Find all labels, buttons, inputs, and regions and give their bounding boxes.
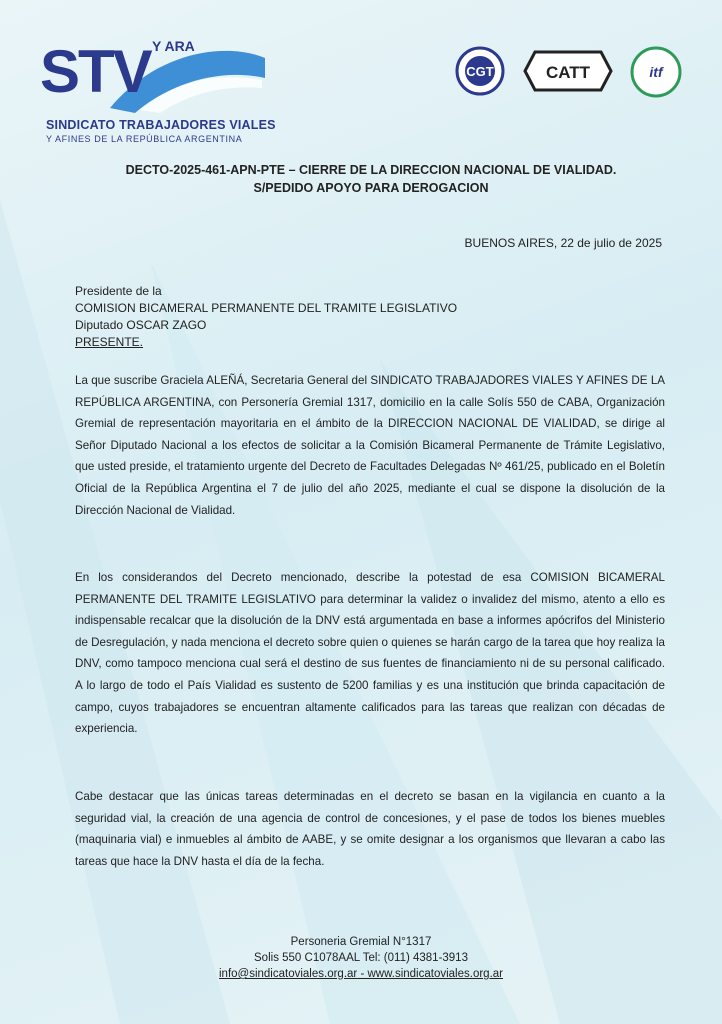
- body-paragraph-1: La que suscribe Graciela ALEÑÁ, Secretaria General del SINDICATO TRABAJADORES VIALES Y AFINES DE LA REPÚBLICA ARGENTINA, con Personería Gremial 1317, domicilio en la calle Solís 550 de CABA, Organización Gremial de representación mayoritaria en el ámbito de la DIRECCION NACIONAL DE VIALIDAD, se dirige al Señor Diputado Nacional a los efectos de solicitar a la Comisión Bicameral Permanente de Trámite Legislativo, que usted preside, el tratamiento urgente del Decreto de Facultades Delegadas Nº 461/25, publicado en el Boletín Oficial de la República Argentina el 7 de julio del año 2025, mediante el cual se dispone la disolución de la Dirección Nacional de Vialidad.: [75, 374, 665, 517]
- subject-line-1: DECTO-2025-461-APN-PTE – CIERRE DE LA DIRECCION NACIONAL DE VIALIDAD.: [125, 163, 617, 177]
- org-name: SINDICATO TRABAJADORES VIALES: [46, 118, 276, 132]
- org-subtitle: Y AFINES DE LA REPÚBLICA ARGENTINA: [46, 134, 243, 144]
- footer-email-link[interactable]: info@sindicatoviales.org.ar: [219, 968, 358, 980]
- footer-separator: -: [357, 968, 368, 980]
- footer-registration: Personeria Gremial N°1317: [290, 936, 432, 948]
- itf-logo-icon: [630, 46, 682, 103]
- footer-address: Solis 550 C1078AAL Tel: (011) 4381-3913: [254, 952, 468, 964]
- catt-logo-icon: [523, 50, 613, 97]
- subject-line-2: S/PEDIDO APOYO PARA DEROGACION: [253, 181, 489, 195]
- itf-label: itf: [649, 64, 663, 80]
- footer-links: [0, 966, 722, 982]
- recipient-line-4: PRESENTE.: [75, 335, 144, 349]
- body-paragraph-3: Cabe destacar que las únicas tareas determinadas en el decreto se basan en la vigilancia en cuanto a la seguridad vial, la creación de una agencia de control de concesiones, y el pase de todos los bienes muebles (maquinaria vial) e inmuebles al ámbito de AABE, y se omite designar a los organismos que llevaran a cabo las tareas que hace la DNV hasta el día de la fecha.: [75, 790, 665, 868]
- logo-main-text: STV: [40, 38, 151, 105]
- date-line: BUENOS AIRES, 22 de julio de 2025: [464, 236, 662, 250]
- footer: [0, 934, 722, 982]
- catt-label: CATT: [545, 63, 591, 82]
- recipient-line-2: COMISION BICAMERAL PERMANENTE DEL TRAMITE LEGISLATIVO: [75, 301, 458, 315]
- footer-website-link[interactable]: www.sindicatoviales.org.ar: [367, 968, 503, 980]
- cgt-label: CGT: [466, 64, 494, 79]
- logo-small-text: Y ARA: [152, 38, 195, 54]
- recipient-line-3: Diputado OSCAR ZAGO: [75, 318, 207, 332]
- cgt-seal-icon: [455, 46, 505, 101]
- recipient-line-1: Presidente de la: [75, 284, 162, 298]
- body-paragraph-2: En los considerandos del Decreto mencionado, describe la potestad de esa COMISION BICAMERAL PERMANENTE DEL TRAMITE LEGISLATIVO para determinar la validez o invalidez del mismo, atento a ello es indispensable recalcar que la disolución de la DNV está argumentada en base a informes apócrifos del Ministerio de Desregulación, y nada menciona el decreto sobre quien o quienes se harán cargo de la tarea que hoy realiza la DNV, como tampoco menciona cual será el destino de sus fuentes de financiamiento ni de su personal calificado. A lo largo de todo el País Vialidad es sustento de 5200 familias y es una institución que brinda capacitación de campo, cuyos trabajadores se encuentran altamente calificados para las tareas que realizan con décadas de experiencia.: [75, 571, 665, 736]
